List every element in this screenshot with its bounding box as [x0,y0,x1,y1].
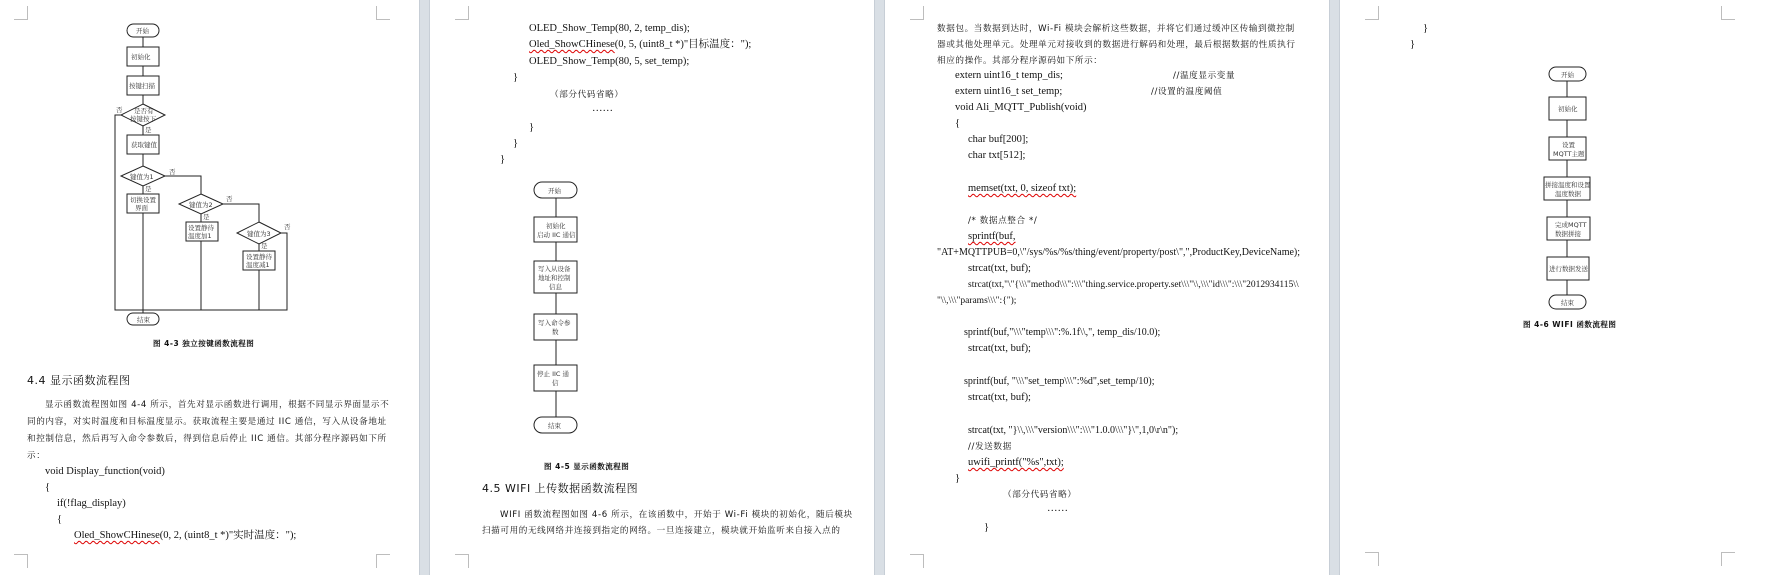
flow-node-dec: 设置静待 [246,253,272,261]
code-line: memset(txt, 0, sizeof txt); [968,183,1077,194]
code-omitted-note: （部分代码省略） [1003,490,1077,500]
svg-text:是: 是 [203,213,210,221]
code-comment: /* 数据点整合 */ [968,216,1038,226]
paragraph-line: 和控制信息，然后再写入命令参数后，得到信息后停止 IIC 通信。其部分程序源码如下所 [27,434,387,444]
flow-node-scan: 按键扫描 [129,82,155,90]
flow-node-stop-iic: 停止 IIC 通 [537,370,570,378]
code-comment: //温度显示变量 [1173,71,1236,81]
code-line: "AT+MQTTPUB=0,\"/sys/%s/%s/thing/event/property/post\",",ProductKey,DeviceName); [937,247,1301,258]
code-line: char buf[200]; [968,134,1029,145]
code-line: strcat(txt, buf); [968,263,1031,274]
page-gap [874,0,885,575]
flow-node-write-command: 写入命令参 [538,319,571,327]
margin-corner-mark [910,554,924,568]
page-2 [430,0,874,575]
svg-text:信: 信 [552,379,559,387]
paragraph-line: 同的内容，对实时温度和目标温度显示。获取流程主要是通过 IIC 通信，写入从设备地址 [27,417,387,427]
svg-text:信息: 信息 [549,283,562,291]
code-line: char txt[512]; [968,150,1026,161]
margin-corner-mark [376,554,390,568]
svg-text:否: 否 [226,195,233,203]
margin-corner-mark [14,554,28,568]
code-line: sprintf(buf,"\\\"temp\\\":%.1f\\,", temp_dis/10.0); [964,327,1161,338]
code-line: OLED_Show_Temp(80, 5, set_temp); [529,56,690,67]
page-4 [1340,0,1770,575]
margin-corner-mark [455,6,469,20]
flow-decision-key2: 键值为2 [189,201,213,209]
code-line: void Ali_MQTT_Publish(void) [955,102,1087,113]
svg-text:地址和控制: 地址和控制 [538,274,571,282]
page-gap [419,0,430,575]
code-line: extern uint16_t set_temp; [955,86,1063,97]
flowchart-wifi-function [1340,60,1770,320]
code-line: } [513,138,519,149]
page-1 [0,0,419,575]
code-line: sprintf(buf, "\\\"set_temp\\\":%d",set_temp/10); [964,376,1155,387]
code-line: } [513,72,519,83]
code-line: extern uint16_t temp_dis; [955,70,1063,81]
code-line: strcat(txt, "}\\,\\\"version\\\":\\\"1.0.0\\\"}\",1,0\r\n"); [968,425,1179,436]
svg-text:温度减1: 温度减1 [246,261,270,269]
figure-caption-4-3: 图 4-3 独立按键函数流程图 [153,339,255,348]
code-line: } [500,154,506,165]
flow-node-send: 进行数据发送 [1549,265,1588,273]
margin-corner-mark [455,554,469,568]
flow-node-end: 结束 [137,316,150,324]
code-line: Oled_ShowCHinese(0, 2, (uint8_t *)"实时温度："); [74,530,297,541]
flow-node-start: 开始 [136,27,149,35]
flow-node-mqtt-splice: 完成MQTT [1555,221,1587,229]
flow-node-init: 初始化 [1558,105,1578,113]
code-comment: //设置的温度阈值 [1151,87,1223,97]
code-comment: //发送数据 [968,442,1012,452]
svg-text:否: 否 [169,168,176,176]
flow-node-write-address: 写入从设备 [538,265,571,273]
code-line: } [955,473,961,484]
ellipsis: …… [1047,503,1068,514]
code-line: strcat(txt, buf); [968,392,1031,403]
svg-text:否: 否 [284,223,291,231]
code-line: OLED_Show_Temp(80, 2, temp_dis); [529,23,690,34]
section-heading-4-5: 4.5 WIFI 上传数据函数流程图 [482,482,639,495]
margin-corner-mark [910,6,924,20]
code-line: { [955,118,961,129]
paragraph-line: 相应的操作。其部分程序源码如下所示： [937,56,1103,66]
figure-caption-4-5: 图 4-5 显示函数流程图 [544,462,630,471]
svg-text:是: 是 [261,242,268,250]
margin-corner-mark [1365,552,1379,566]
flow-node-start: 开始 [1561,71,1574,79]
paragraph-line: 显示函数流程图如图 4-4 所示，首先对显示函数进行调用，根据不同显示界面显示不 [45,400,390,410]
flowchart-display-function [430,175,874,435]
paragraph-line: 数据包。当数据到达时，Wi-Fi 模块会解析这些数据，并将它们通过缓冲区传输到微控制 [937,24,1295,34]
code-line: if(!flag_display) [57,498,126,509]
svg-text:界面: 界面 [135,204,148,212]
section-heading-4-4: 4.4 显示函数流程图 [27,374,131,387]
code-line: } [984,522,990,533]
margin-corner-mark [1365,6,1379,20]
svg-text:启动 IIC 通信: 启动 IIC 通信 [537,231,576,239]
code-line: { [57,514,63,525]
flowchart-key-function-bottom [0,300,419,330]
paragraph-line: 示： [27,451,46,461]
flow-node-init: 初始化 [131,53,151,61]
svg-text:是: 是 [145,185,152,193]
flowchart-key-function [0,0,419,300]
margin-corner-mark [1721,6,1735,20]
flow-decision-key1: 键值为1 [130,173,154,181]
paragraph-line: 器或其他处理单元。处理单元对接收到的数据进行解码和处理，最后根据数据的性质执行 [937,40,1296,50]
code-omitted-note: （部分代码省略） [550,90,624,100]
code-line: } [529,122,535,133]
flow-node-get-key: 获取键值 [131,141,157,149]
svg-text:MQTT主题: MQTT主题 [1553,150,1585,158]
flow-node-splice-temp: 拼接温度和设置 [1545,181,1591,189]
flow-node-mqtt-topic: 设置 [1562,141,1575,149]
code-line: { [45,482,51,493]
ellipsis: …… [592,103,613,114]
flow-node-start: 开始 [548,187,561,195]
margin-corner-mark [1721,552,1735,566]
code-line: uwifi_printf("%s",txt); [968,457,1064,468]
svg-text:按键按下: 按键按下 [130,115,156,123]
flow-node-init: 初始化 [546,222,566,230]
flow-node-switch: 切换设置 [130,196,156,204]
svg-text:温度加1: 温度加1 [188,232,212,240]
svg-text:温度数据: 温度数据 [1555,190,1581,198]
flow-decision-key3: 键值为3 [247,230,271,238]
code-line: } [1410,39,1416,50]
code-line: } [1423,23,1429,34]
paragraph-line: 扫描可用的无线网络并连接到指定的网络。一旦连接建立，模块就开始监听来自接入点的 [482,526,841,536]
code-line: strcat(txt,"\"{\\\"method\\\":\\\"thing.service.property.set\\\"\\,\\\"id\\\":\\\"2012934115\\ [968,280,1299,290]
flow-node-inc: 设置静待 [188,224,214,232]
flow-decision-pressed: 是否有 [134,107,154,115]
page-3 [885,0,1329,575]
code-line: "\\,\\\"params\\\":{"); [937,296,1017,306]
flow-node-end: 结束 [1561,299,1574,307]
code-line: void Display_function(void) [45,466,165,477]
code-line: strcat(txt, buf); [968,343,1031,354]
code-line: Oled_ShowCHinese(0, 5, (uint8_t *)"目标温度："); [529,39,752,50]
paragraph-line: WIFI 函数流程图如图 4-6 所示，在该函数中，开始于 Wi-Fi 模块的初始化，随后模块 [500,510,853,520]
svg-text:数据拼接: 数据拼接 [1555,230,1581,238]
figure-caption-4-6: 图 4-6 WIFI 函数流程图 [1523,320,1617,329]
svg-text:否: 否 [116,106,123,114]
svg-text:是: 是 [145,126,152,134]
code-line: sprintf(buf, [968,231,1016,242]
flow-node-end: 结束 [548,422,561,430]
page-gap [1329,0,1340,575]
svg-text:数: 数 [552,328,559,336]
